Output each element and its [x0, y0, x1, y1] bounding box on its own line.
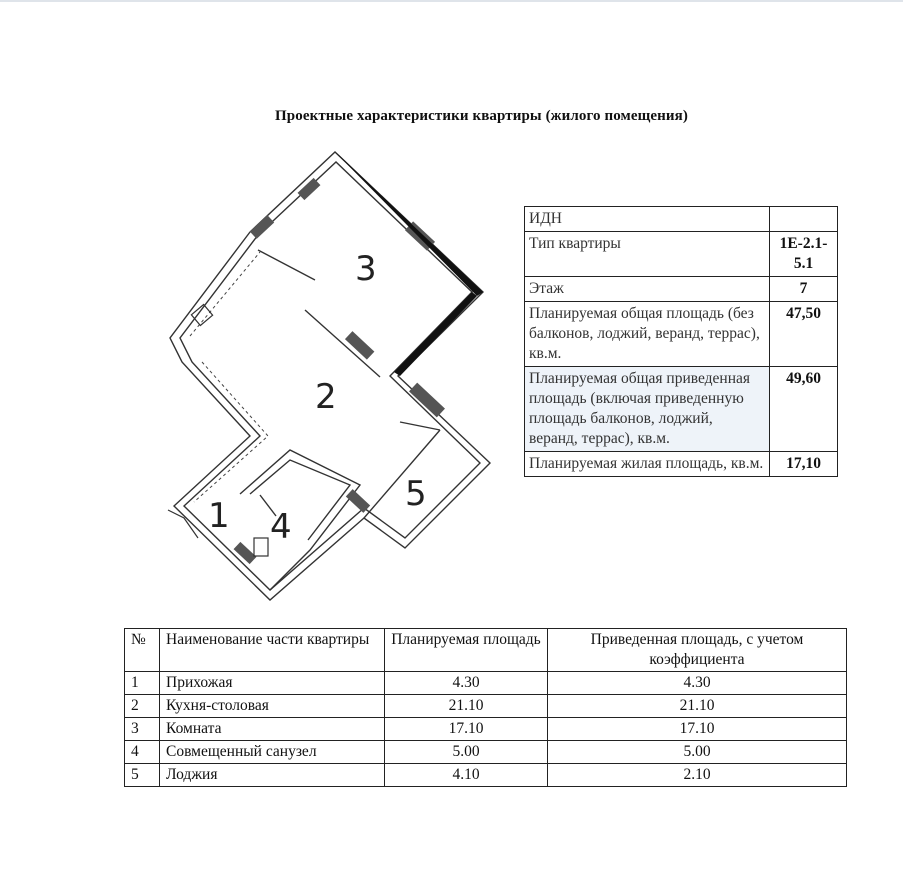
- spec-label: Планируемая жилая площадь, кв.м.: [525, 452, 770, 477]
- floor-plan-drawing: [150, 140, 510, 610]
- room-label-1: 1: [208, 496, 230, 536]
- document-title: Проектные характеристики квартиры (жилого помещения): [275, 108, 688, 124]
- header-reduced-area: Приведенная площадь, с учетом коэффициента: [548, 629, 847, 672]
- table-row: [125, 718, 847, 741]
- table-row: [125, 741, 847, 764]
- row-name: Лоджия: [160, 764, 385, 787]
- top-divider: [0, 0, 903, 2]
- row-area: 17.10: [385, 718, 548, 741]
- rooms-table-header: [125, 629, 847, 672]
- row-area: 4.10: [385, 764, 548, 787]
- header-name: Наименование части квартиры: [160, 629, 385, 672]
- spec-value: 7: [770, 277, 838, 302]
- spec-label: Тип квартиры: [525, 232, 770, 277]
- spec-value: 47,50: [770, 302, 838, 367]
- row-reduced-area: 5.00: [548, 741, 847, 764]
- row-number: 5: [125, 764, 160, 787]
- room-label-3: 3: [355, 249, 377, 289]
- spec-label: Этаж: [525, 277, 770, 302]
- row-area: 4.30: [385, 672, 548, 695]
- row-name: Совмещенный санузел: [160, 741, 385, 764]
- table-row: [125, 764, 847, 787]
- spec-row: [525, 277, 838, 302]
- row-name: Кухня-столовая: [160, 695, 385, 718]
- header-area: Планируемая площадь: [385, 629, 548, 672]
- spec-row: [525, 207, 838, 232]
- spec-row: [525, 452, 838, 477]
- row-name: Прихожая: [160, 672, 385, 695]
- row-area: 5.00: [385, 741, 548, 764]
- row-number: 1: [125, 672, 160, 695]
- spec-row: [525, 302, 838, 367]
- apartment-floor-plan: [150, 140, 510, 610]
- rooms-table: [124, 628, 847, 787]
- spec-value: 49,60: [770, 367, 838, 452]
- spec-value: 1Е-2.1-5.1: [770, 232, 838, 277]
- row-reduced-area: 21.10: [548, 695, 847, 718]
- room-label-4: 4: [270, 507, 292, 547]
- apartment-spec-table: [524, 206, 838, 477]
- spec-label: ИДН: [525, 207, 770, 232]
- row-number: 3: [125, 718, 160, 741]
- row-reduced-area: 17.10: [548, 718, 847, 741]
- row-name: Комната: [160, 718, 385, 741]
- room-label-2: 2: [315, 377, 337, 417]
- row-reduced-area: 2.10: [548, 764, 847, 787]
- spec-row: [525, 232, 838, 277]
- row-number: 4: [125, 741, 160, 764]
- row-area: 21.10: [385, 695, 548, 718]
- spec-value: [770, 207, 838, 232]
- table-row: [125, 695, 847, 718]
- spec-value: 17,10: [770, 452, 838, 477]
- table-row: [125, 672, 847, 695]
- header-number: №: [125, 629, 160, 672]
- partition-line: [258, 250, 315, 280]
- row-number: 2: [125, 695, 160, 718]
- room-label-5: 5: [405, 474, 427, 514]
- row-reduced-area: 4.30: [548, 672, 847, 695]
- spec-row: [525, 367, 838, 452]
- spec-label: Планируемая общая приведенная площадь (включая приведенную площадь балконов, лоджий, веранд, террас), кв.м.: [525, 367, 770, 452]
- spec-label: Планируемая общая площадь (без балконов, лоджий, веранд, террас), кв.м.: [525, 302, 770, 367]
